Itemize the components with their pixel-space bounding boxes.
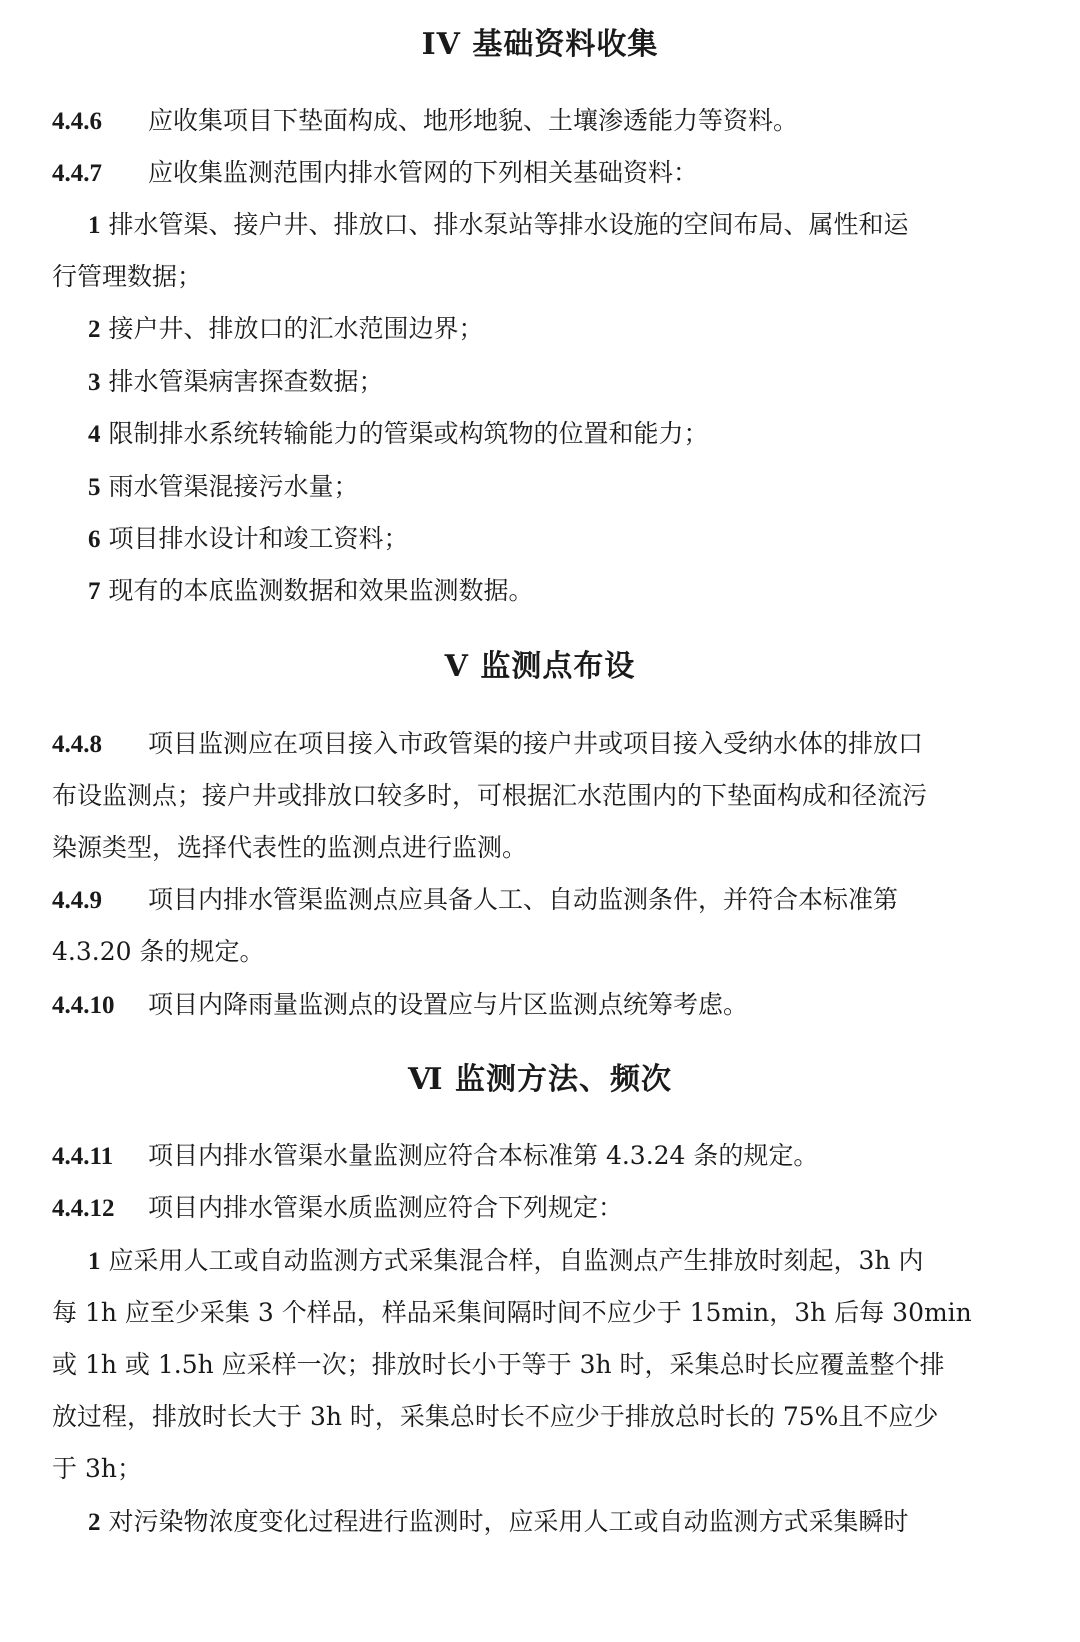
item-text: 限制排水系统转输能力的管渠或构筑物的位置和能力；: [108, 419, 709, 448]
clause-text: 应收集项目下垫面构成、地形地貌、土壤渗透能力等资料。: [148, 106, 799, 135]
clause-text: 应收集监测范围内排水管网的下列相关基础资料：: [148, 158, 699, 187]
clause-4-4-11: [52, 1138, 1032, 1175]
clause-text: 项目内排水管渠水质监测应符合下列规定：: [148, 1193, 624, 1222]
list-item-continuation: 或 1h 或 1.5h 应采样一次；排放时长小于等于 3h 时，采集总时长应覆盖整个排: [52, 1350, 945, 1379]
item-number: 4: [88, 421, 101, 448]
item-number: 3: [88, 369, 101, 396]
clause-number: 4.4.10: [52, 992, 115, 1019]
clause-continuation: 染源类型，选择代表性的监测点进行监测。: [52, 833, 528, 862]
item-text: 排水管渠、接户井、排放口、排水泵站等排水设施的空间布局、属性和运: [108, 210, 909, 239]
clause-text: 项目内排水管渠监测点应具备人工、自动监测条件，并符合本标准第: [148, 885, 899, 914]
item-text: 雨水管渠混接污水量；: [108, 472, 359, 501]
section-heading-iv: IV 基础资料收集: [421, 27, 659, 62]
clause-number: 4.4.12: [52, 1195, 115, 1222]
item-text: 现有的本底监测数据和效果监测数据。: [108, 576, 534, 605]
item-text: 项目排水设计和竣工资料；: [108, 524, 409, 553]
item-number: 7: [88, 578, 101, 605]
list-item: [88, 364, 1068, 401]
clause-text: 项目内排水管渠水量监测应符合本标准第 4.3.24 条的规定。: [148, 1141, 819, 1170]
list-item-continuation: 于 3h；: [52, 1454, 142, 1483]
clause-4-4-6: [52, 103, 1032, 140]
list-item: [88, 1504, 1068, 1541]
clause-4-4-10: [52, 987, 1032, 1024]
list-item: [88, 573, 1068, 610]
list-item: [88, 416, 1068, 453]
list-item: [88, 469, 1068, 506]
item-text: 接户井、排放口的汇水范围边界；: [108, 314, 484, 343]
list-item-continuation: 每 1h 应至少采集 3 个样品，样品采集间隔时间不应少于 15min，3h 后每 30min: [52, 1298, 972, 1327]
clause-text: 项目内降雨量监测点的设置应与片区监测点统筹考虑。: [148, 990, 749, 1019]
clause-number: 4.4.8: [52, 731, 102, 758]
list-item: [88, 1243, 1068, 1280]
clause-text: 项目监测应在项目接入市政管渠的接户井或项目接入受纳水体的排放口: [148, 729, 924, 758]
clause-4-4-8: [52, 726, 1032, 763]
item-text: 排水管渠病害探查数据；: [108, 367, 384, 396]
item-number: 1: [88, 212, 101, 239]
list-item-continuation: 放过程，排放时长大于 3h 时，采集总时长不应少于排放总时长的 75%且不应少: [52, 1402, 939, 1431]
item-number: 2: [88, 316, 101, 343]
clause-continuation: 4.3.20 条的规定。: [52, 937, 265, 966]
clause-continuation: 布设监测点；接户井或排放口较多时，可根据汇水范围内的下垫面构成和径流污: [52, 781, 928, 810]
item-number: 6: [88, 526, 101, 553]
section-heading-vi: Ⅵ 监测方法、频次: [408, 1062, 672, 1097]
list-item: [88, 521, 1068, 558]
clause-number: 4.4.6: [52, 108, 102, 135]
clause-number: 4.4.7: [52, 160, 102, 187]
clause-number: 4.4.9: [52, 887, 102, 914]
clause-4-4-9: [52, 882, 1032, 919]
item-number: 1: [88, 1248, 101, 1275]
item-number: 2: [88, 1509, 101, 1536]
clause-number: 4.4.11: [52, 1143, 114, 1170]
list-item: [88, 207, 1068, 244]
section-heading-v: V 监测点布设: [444, 649, 636, 684]
list-item: [88, 311, 1068, 348]
item-number: 5: [88, 474, 101, 501]
clause-4-4-12: [52, 1190, 1032, 1227]
item-text: 应采用人工或自动监测方式采集混合样，自监测点产生排放时刻起，3h 内: [108, 1246, 924, 1275]
clause-4-4-7: [52, 155, 1032, 192]
list-item-continuation: 行管理数据；: [52, 262, 203, 291]
item-text: 对污染物浓度变化过程进行监测时，应采用人工或自动监测方式采集瞬时: [108, 1507, 909, 1536]
